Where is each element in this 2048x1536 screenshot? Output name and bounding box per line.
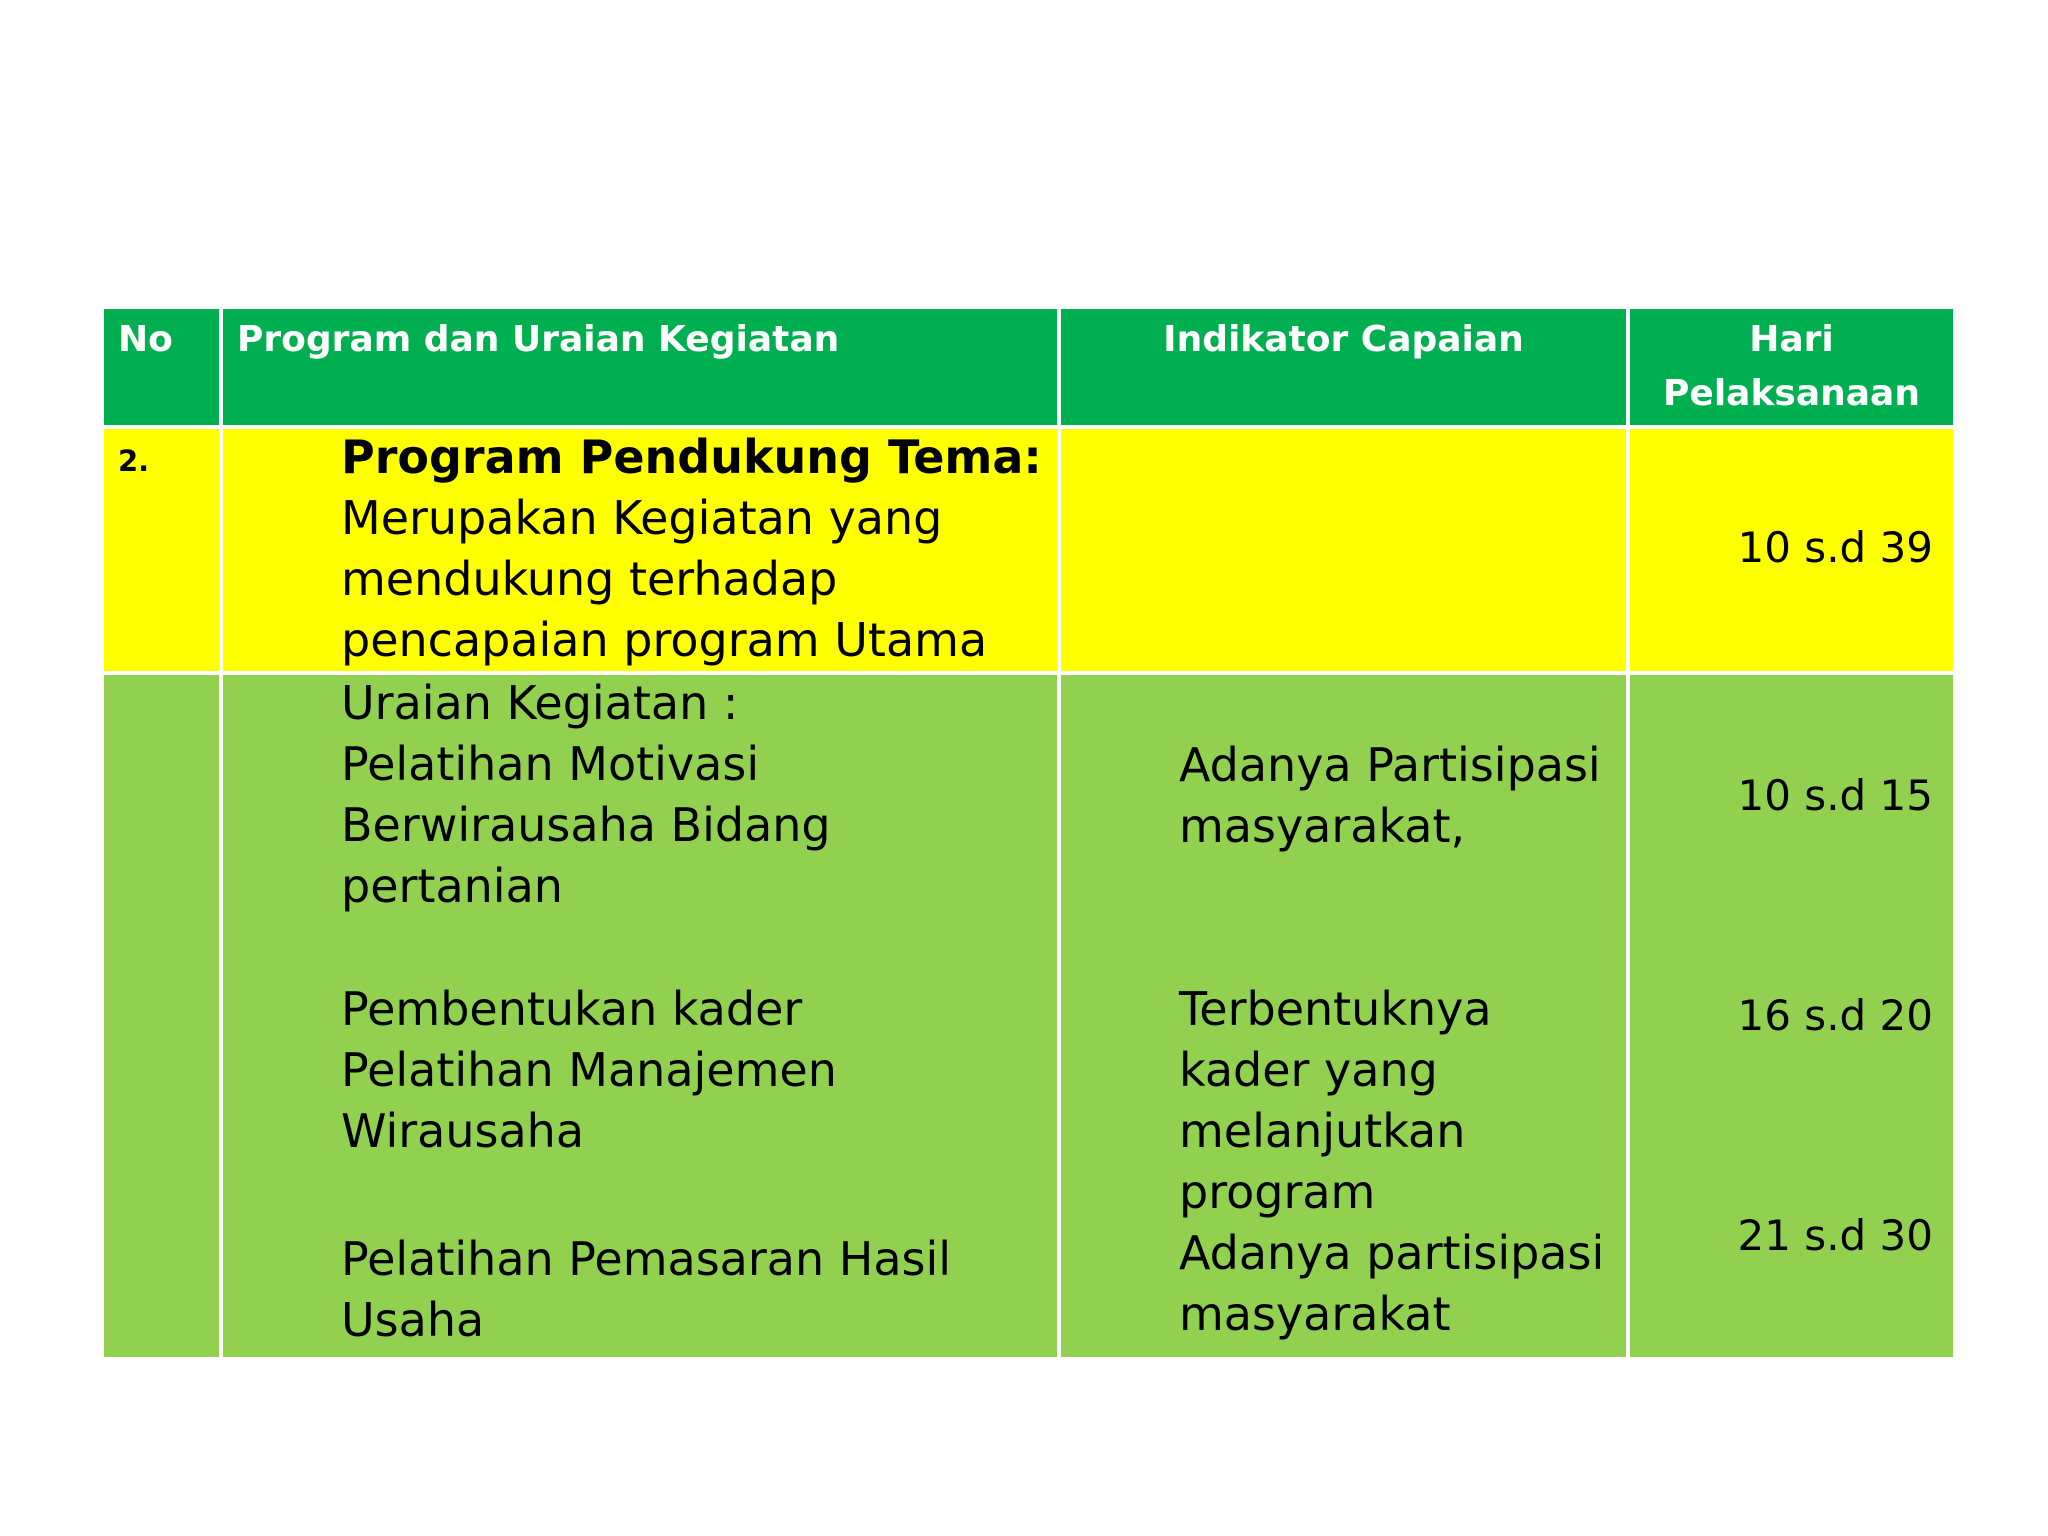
program-row-description-cell — [223, 429, 1057, 671]
activity-table — [104, 309, 1953, 1357]
activity-days: 16 s.d 20 — [1737, 991, 1933, 1040]
program-row-indikator-cell — [1061, 429, 1626, 671]
program-desc-line: mendukung terhadap — [341, 552, 838, 606]
activities-text-block — [341, 675, 831, 917]
indicator-text-block — [1179, 979, 1604, 1345]
activity-line: Pelatihan Motivasi — [341, 737, 760, 791]
header-indikator-label: Indikator Capaian — [1163, 319, 1524, 360]
program-desc-line: Merupakan Kegiatan yang — [341, 491, 943, 545]
activities-row-no-cell — [104, 675, 219, 1357]
activity-line: Pelatihan Pemasaran Hasil — [341, 1232, 952, 1286]
activities-text-block — [341, 1229, 951, 1351]
activity-line: Wirausaha — [341, 1104, 585, 1158]
indicator-line: masyarakat — [1179, 1287, 1451, 1341]
activities-text-block — [341, 979, 837, 1162]
header-cell-no — [104, 309, 219, 425]
header-no-label: No — [118, 319, 173, 360]
indicator-line: Adanya partisipasi — [1179, 1226, 1605, 1280]
indicator-line: Adanya Partisipasi — [1179, 738, 1601, 792]
indicator-line: masyarakat, — [1179, 799, 1466, 853]
program-row-no-cell — [104, 429, 219, 671]
indicator-line: melanjutkan — [1179, 1104, 1466, 1158]
program-desc-line: pencapaian program Utama — [341, 613, 988, 667]
activities-row-days-cell — [1630, 675, 1953, 1357]
indicator-line: program — [1179, 1165, 1376, 1219]
activities-heading: Uraian Kegiatan : — [341, 676, 739, 730]
header-cell-indikator — [1061, 309, 1626, 425]
activity-line: Pelatihan Manajemen — [341, 1043, 837, 1097]
activity-line: Usaha — [341, 1293, 485, 1347]
indicator-line: Terbentuknya — [1179, 982, 1492, 1036]
activity-line: pertanian — [341, 859, 563, 913]
program-title: Program Pendukung Tema: — [341, 430, 1042, 484]
header-cell-program — [223, 309, 1057, 425]
header-hari-label-line2: Pelaksanaan — [1663, 373, 1920, 414]
program-row-number: 2. — [118, 444, 150, 478]
activities-row-indikator-cell — [1061, 675, 1626, 1357]
header-program-label: Program dan Uraian Kegiatan — [237, 319, 840, 360]
program-row-text — [341, 429, 1042, 671]
program-row-days: 10 s.d 39 — [1737, 523, 1933, 572]
header-hari-label-line1: Hari — [1749, 319, 1834, 360]
activity-line: Berwirausaha Bidang — [341, 798, 831, 852]
header-cell-hari — [1630, 309, 1953, 425]
activity-days: 21 s.d 30 — [1737, 1211, 1933, 1260]
program-row-days-cell — [1630, 429, 1953, 671]
activity-line: Pembentukan kader — [341, 982, 803, 1036]
activities-row-description-cell — [223, 675, 1057, 1357]
indicator-text-block — [1179, 735, 1601, 857]
indicator-line: kader yang — [1179, 1043, 1438, 1097]
activity-days: 10 s.d 15 — [1737, 771, 1933, 820]
